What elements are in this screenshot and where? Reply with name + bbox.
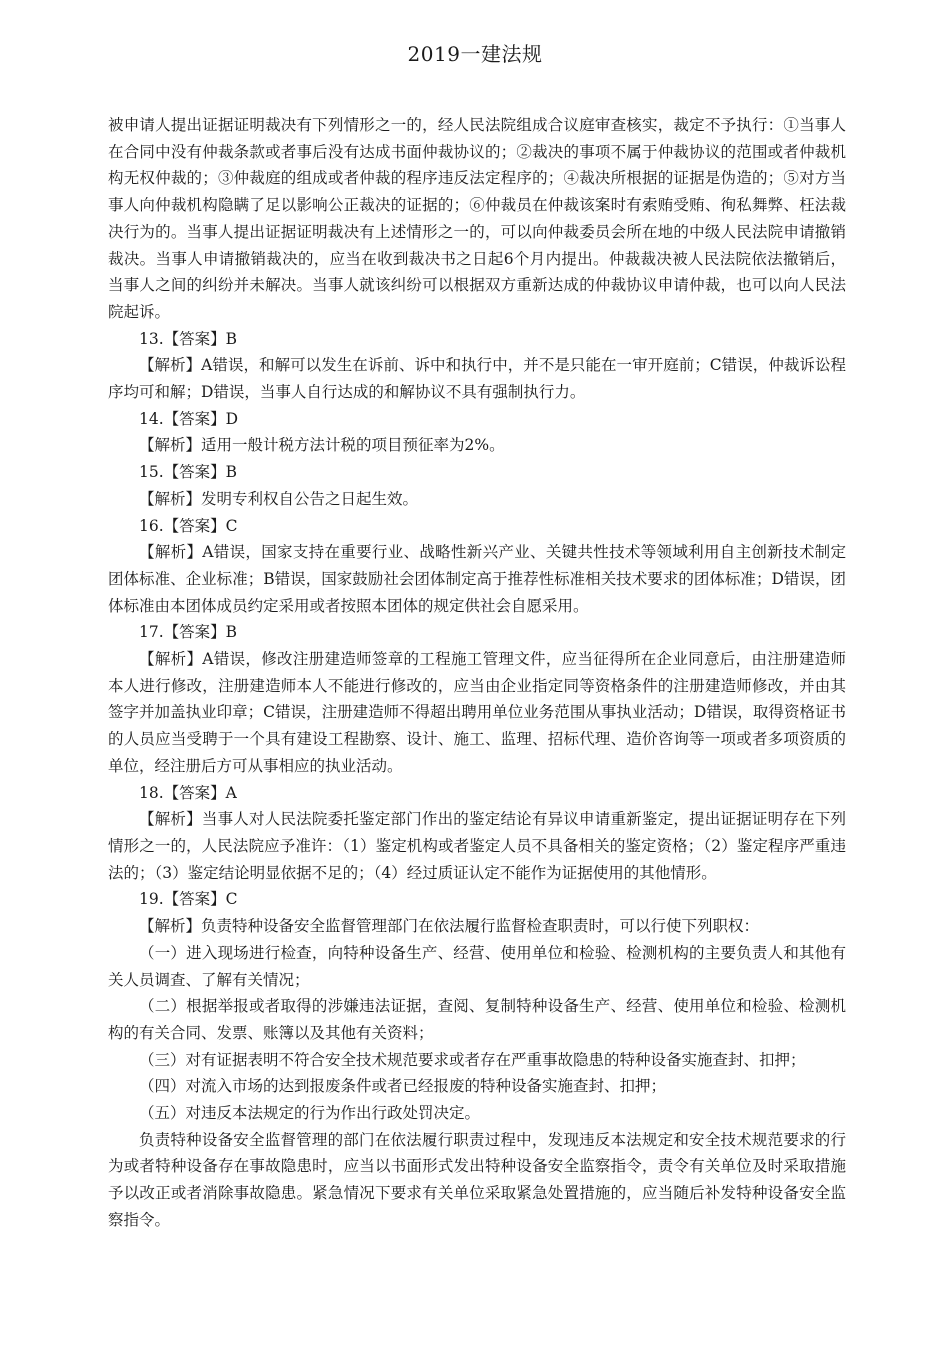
q13-answer: 13.【答案】B: [139, 329, 238, 348]
q15-answer: 15.【答案】B: [139, 463, 238, 482]
q19-item-1: （一）进入现场进行检查，向特种设备生产、经营、使用单位和检验、检测机构的主要负责人和其他有关人员调查、了解有关情况；: [108, 943, 846, 989]
q14-answer: 14.【答案】D: [139, 409, 239, 428]
q17-answer: 17.【答案】B: [139, 623, 238, 642]
q19-item-2: （二）根据举报或者取得的涉嫌违法证据，查阅、复制特种设备生产、经营、使用单位和检验、检测机构的有关合同、发票、账簿以及其他有关资料；: [108, 997, 846, 1042]
q19-item-4: （四）对流入市场的达到报废条件或者已经报废的特种设备实施查封、扣押；: [139, 1077, 667, 1096]
q18-answer: 18.【答案】A: [139, 783, 237, 802]
q19-closing-paragraph: 负责特种设备安全监督管理的部门在依法履行职责过程中，发现违反本法规定和安全技术规范要求的行为或者特种设备存在事故隐患时，应当以书面形式发出特种设备安全监察指令，责令有关单位及时采取措施予以改正或者消除事故隐患。紧急情况下要求有关单位采取紧急处置措施的，应当随后补发特种设备安全监察指令。: [108, 1130, 846, 1229]
q16-explanation: 【解析】A错误，国家支持在重要行业、战略性新兴产业、关键共性技术等领域利用自主创新技术制定团体标准、企业标准；B错误，国家鼓励社会团体制定高于推荐性标准相关技术要求的团体标准；D错误，团体标准由本团体成员约定采用或者按照本团体的规定供社会自愿采用。: [108, 543, 846, 615]
q19-item-5: （五）对违反本法规定的行为作出行政处罚决定。: [139, 1104, 481, 1123]
q19-item-3: （三）对有证据表明不符合安全技术规范要求或者存在严重事故隐患的特种设备实施查封、扣押；: [139, 1050, 806, 1069]
document-body: [108, 112, 846, 1234]
q13-explanation: 【解析】A错误，和解可以发生在诉前、诉中和执行中，并不是只能在一审开庭前；C错误，仲裁诉讼程序均可和解；D错误，当事人自行达成的和解协议不具有强制执行力。: [108, 356, 846, 402]
q19-explanation: 【解析】负责特种设备安全监督管理部门在依法履行监督检查职责时，可以行使下列职权：: [139, 917, 760, 936]
intro-paragraph: 被申请人提出证据证明裁决有下列情形之一的，经人民法院组成合议庭审查核实，裁定不予执行：①当事人在合同中没有仲裁条款或者事后没有达成书面仲裁协议的；②裁决的事项不属于仲裁协议的范围或者仲裁机构无权仲裁的；③仲裁庭的组成或者仲裁的程序违反法定程序的；④裁决所根据的证据是伪造的；⑤对方当事人向仲裁机构隐瞒了足以影响公正裁决的证据的；⑥仲裁员在仲裁该案时有索贿受贿、徇私舞弊、枉法裁决行为的。当事人提出证据证明裁决有上述情形之一的，可以向仲裁委员会所在地的中级人民法院申请撤销裁决。当事人申请撤销裁决的，应当在收到裁决书之日起6个月内提出。仲裁裁决被人民法院依法撤销后，当事人之间的纠纷并未解决。当事人就该纠纷可以根据双方重新达成的仲裁协议申请仲裁，也可以向人民法院起诉。: [108, 116, 846, 321]
q15-explanation: 【解析】发明专利权自公告之日起生效。: [139, 489, 419, 508]
q17-explanation: 【解析】A错误，修改注册建造师签章的工程施工管理文件，应当征得所在企业同意后，由注册建造师本人进行修改，注册建造师本人不能进行修改的，应当由企业指定同等资格条件的注册建造师修改，并由其签字并加盖执业印章；C错误，注册建造师不得超出聘用单位业务范围从事执业活动；D错误，取得资格证书的人员应当受聘于一个具有建设工程勘察、设计、施工、监理、招标代理、造价咨询等一项或者多项资质的单位，经注册后方可从事相应的执业活动。: [108, 650, 846, 775]
q14-explanation: 【解析】适用一般计税方法计税的项目预征率为2%。: [139, 436, 505, 455]
q16-answer: 16.【答案】C: [139, 516, 238, 535]
page-title: 2019一建法规: [407, 42, 543, 66]
q18-explanation: 【解析】当事人对人民法院委托鉴定部门作出的鉴定结论有异议申请重新鉴定，提出证据证明存在下列情形之一的，人民法院应予准许：（1）鉴定机构或者鉴定人员不具备相关的鉴定资格；（2）鉴定程序严重违法的；（3）鉴定结论明显依据不足的；（4）经过质证认定不能作为证据使用的其他情形。: [108, 810, 846, 882]
q19-answer: 19.【答案】C: [139, 890, 238, 909]
